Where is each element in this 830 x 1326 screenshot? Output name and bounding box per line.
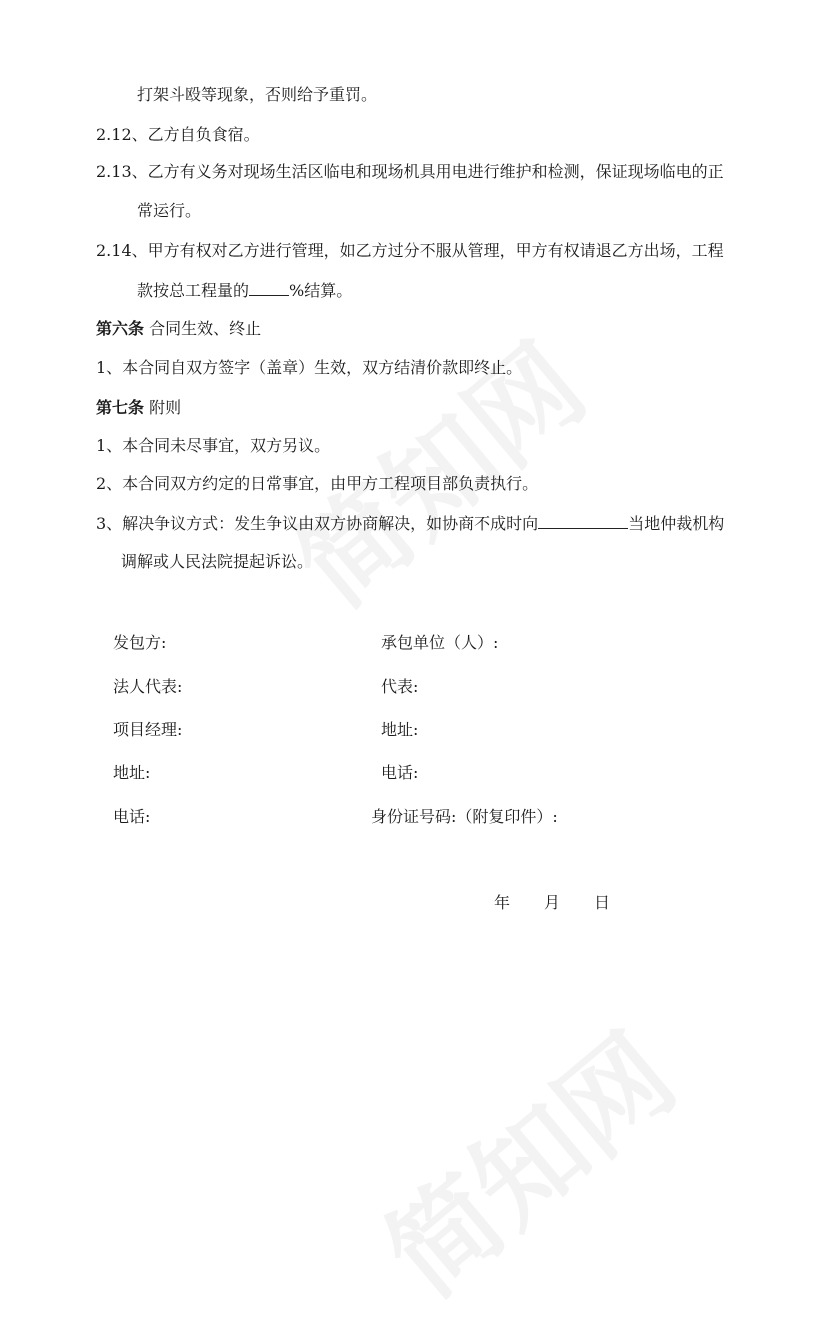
clause-2-12: 2.12、乙方自负食宿。 <box>96 125 260 144</box>
date-month: 月 <box>544 893 561 912</box>
sign-employer-label: 发包方: <box>113 633 167 652</box>
article-7-heading <box>96 397 181 419</box>
article-7-item-3-pre: 3、解决争议方式：发生争议由双方协商解决，如协商不成时向 <box>96 514 539 533</box>
clause-2-14-line1: 2.14、甲方有权对乙方进行管理，如乙方过分不服从管理，甲方有权请退乙方出场，工程 <box>96 241 724 260</box>
watermark <box>258 302 612 635</box>
article-6-item-1: 1、本合同自双方签字（盖章）生效，双方结清价款即终止。 <box>96 358 523 377</box>
clause-2-14-text-post: %结算。 <box>289 281 353 300</box>
sign-contractor-label: 承包单位（人）: <box>381 633 499 652</box>
article-6-heading <box>96 318 261 340</box>
article-7-item-1: 1、本合同未尽事宜，双方另议。 <box>96 436 331 455</box>
date-year: 年 <box>494 893 511 912</box>
sign-legal-rep-label: 法人代表: <box>113 677 183 696</box>
percentage-blank <box>249 281 289 296</box>
clause-2-11-continuation: 打架斗殴等现象，否则给予重罚。 <box>137 85 378 104</box>
article-7-item-3-post: 当地仲裁机构 <box>628 514 725 533</box>
clause-2-13-line1: 2.13、乙方有义务对现场生活区临电和现场机具用电进行维护和检测，保证现场临电的正 <box>96 162 724 181</box>
sign-employer-phone-label: 电话: <box>113 807 151 826</box>
article-7-number: 第七条 <box>96 398 145 417</box>
watermark-lower <box>348 992 702 1325</box>
clause-2-14-text-pre: 款按总工程量的 <box>137 281 250 300</box>
sign-project-manager-label: 项目经理: <box>113 720 183 739</box>
article-7-item-3-line2: 调解或人民法院提起诉讼。 <box>121 552 314 571</box>
article-6-number: 第六条 <box>96 319 145 338</box>
article-6-title: 合同生效、终止 <box>149 319 262 338</box>
clause-2-14-line2 <box>137 280 352 302</box>
article-7-item-3-line1 <box>96 513 724 535</box>
sign-id-number-label: 身份证号码:（附复印件）: <box>371 807 558 826</box>
sign-contractor-address-label: 地址: <box>381 720 419 739</box>
article-7-title: 附则 <box>149 398 182 417</box>
sign-contractor-rep-label: 代表: <box>381 677 419 696</box>
clause-2-13-line2: 常运行。 <box>137 201 202 220</box>
article-7-item-2: 2、本合同双方约定的日常事宜，由甲方工程项目部负责执行。 <box>96 474 539 493</box>
date-day: 日 <box>594 893 611 912</box>
arbitration-location-blank <box>538 514 628 529</box>
sign-employer-address-label: 地址: <box>113 763 151 782</box>
sign-contractor-phone-label: 电话: <box>381 763 419 782</box>
